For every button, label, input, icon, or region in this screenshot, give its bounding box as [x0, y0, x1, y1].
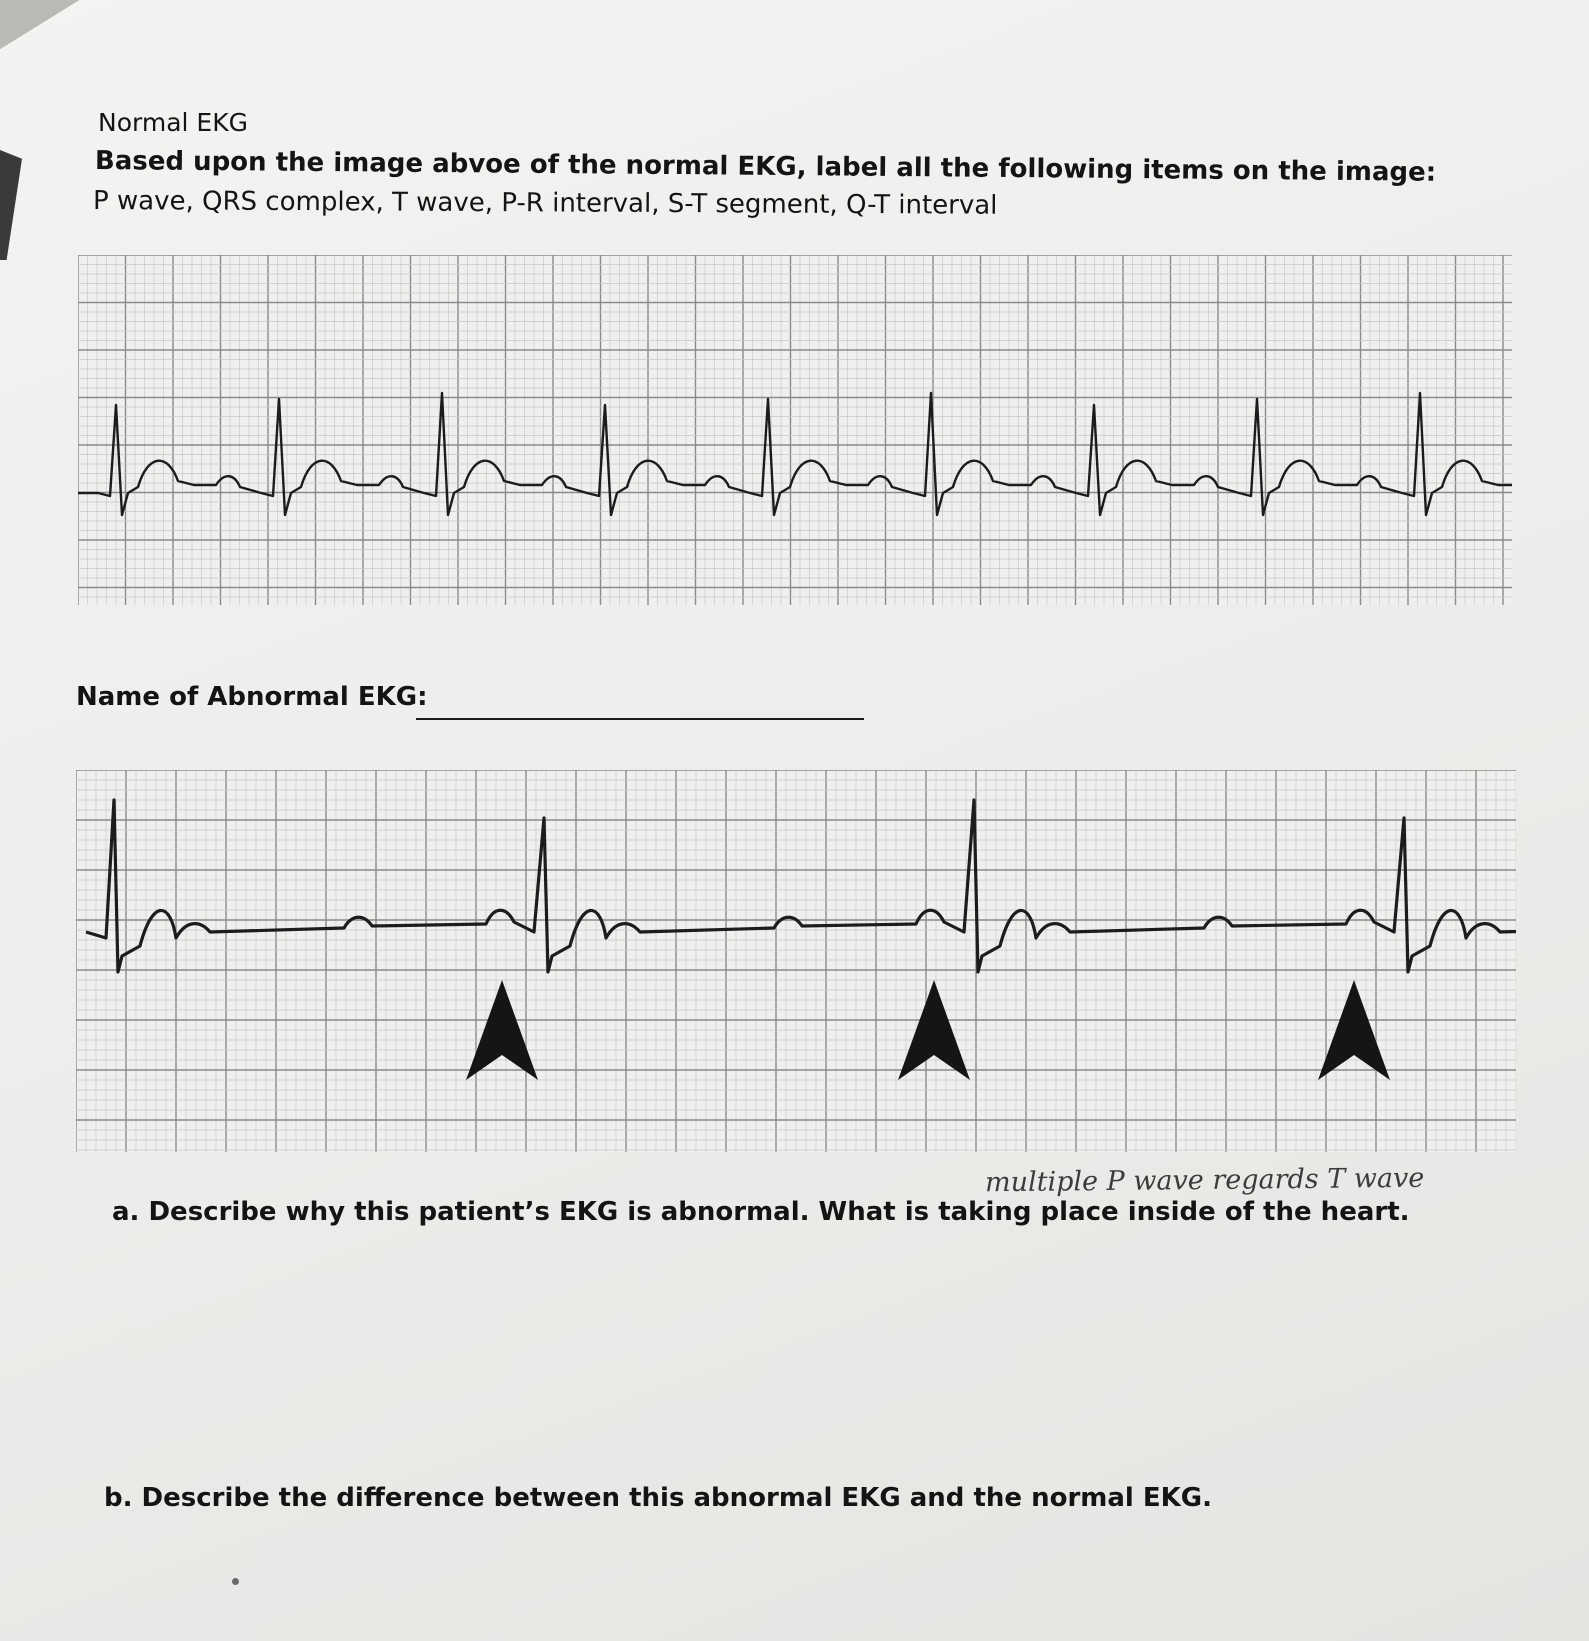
page-title: Normal EKG — [98, 108, 248, 137]
abnormal-ekg-strip — [76, 770, 1516, 1152]
grid-background — [78, 255, 1512, 605]
question-b: b. Describe the difference between this abnormal EKG and the normal EKG. — [104, 1483, 1212, 1513]
handwritten-note: multiple P wave regards T wave — [984, 1162, 1425, 1199]
abnormal-ekg-name-label: Name of Abnormal EKG: — [76, 682, 428, 712]
normal-ekg-grid — [78, 255, 1512, 605]
pencil-mark — [232, 1578, 239, 1585]
items-list: P wave, QRS complex, T wave, P-R interval, S-T segment, Q-T interval — [92, 186, 998, 221]
abnormal-ekg-name-answer-line[interactable] — [416, 718, 864, 720]
question-a: a. Describe why this patient’s EKG is abnormal. What is taking place inside of the heart. — [112, 1197, 1410, 1227]
instruction-text: Based upon the image abvoe of the normal EKG, label all the following items on the image: — [94, 146, 1437, 188]
abnormal-ekg-grid — [76, 770, 1516, 1152]
normal-ekg-strip — [78, 255, 1512, 605]
